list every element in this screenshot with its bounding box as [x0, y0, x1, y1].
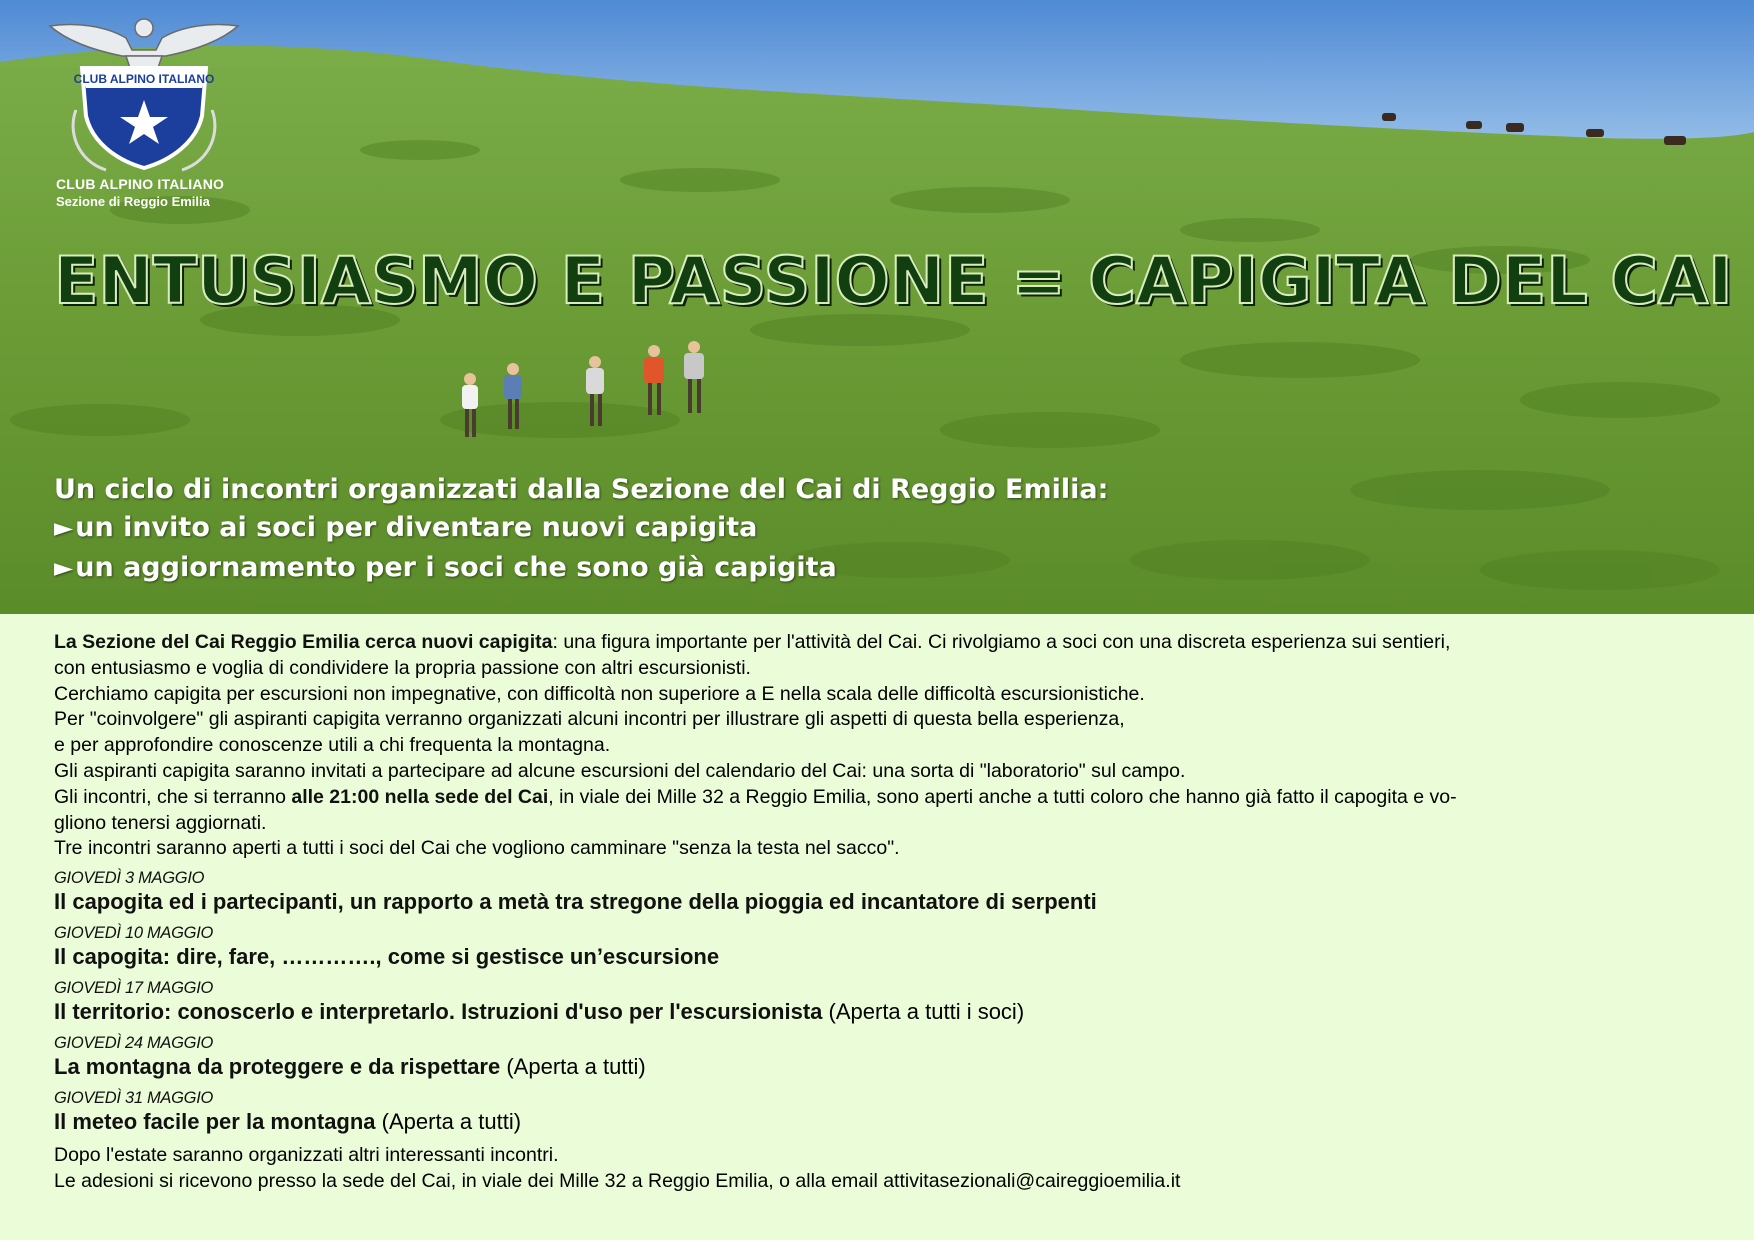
event-date: GIOVEDÌ 3 MAGGIO — [54, 869, 205, 888]
body-paragraph: Cerchiamo capigita per escursioni non impegnative, con difficoltà non superiore a E nella scala delle difficoltà escursionistiche. — [54, 682, 1145, 705]
hero-photo — [0, 0, 1754, 614]
eagle-icon — [50, 19, 238, 74]
emblem-text: CLUB ALPINO ITALIANO — [73, 72, 215, 86]
event-date: GIOVEDÌ 24 MAGGIO — [54, 1034, 214, 1053]
triangle-bullet-icon: ► — [54, 553, 74, 582]
event-list — [54, 868, 1714, 1136]
bullet-item: ►un aggiornamento per i soci che sono già capigita — [54, 552, 837, 583]
body-paragraph: La Sezione del Cai Reggio Emilia cerca nuovi capigita: una figura importante per l'attività del Cai. Ci rivolgiamo a soci con una discreta esperienza sui sentieri, — [54, 631, 1451, 653]
contact-line: Le adesioni si ricevono presso la sede del Cai, in viale dei Mille 32 a Reggio Emilia, o alla email attivitasezionali@caireggioemilia.it — [54, 1169, 1181, 1192]
shield-icon — [74, 68, 215, 168]
body-paragraph: Tre incontri saranno aperti a tutti i soci del Cai che vogliono camminare "senza la testa nel sacco". — [54, 837, 900, 860]
closing-text — [54, 1143, 1714, 1195]
event-title: Il capogita: dire, fare, …………., come si gestisce un’escursione — [54, 944, 720, 970]
event-date: GIOVEDÌ 17 MAGGIO — [54, 979, 214, 998]
triangle-bullet-icon: ► — [54, 513, 74, 542]
bullet-item: ►un invito ai soci per diventare nuovi capigita — [54, 512, 758, 543]
event-title: Il territorio: conoscerlo e interpretarlo. Istruzioni d'uso per l'escursionista (Aperta a tutti i soci) — [54, 999, 1025, 1025]
body-paragraph: Gli incontri, che si terranno alle 21:00 nella sede del Cai, in viale dei Mille 32 a Reggio Emilia, sono aperti anche a tutti coloro che hanno già fatto il capogita e vo- — [54, 785, 1457, 808]
section-name: Sezione di Reggio Emilia — [56, 194, 210, 209]
body-paragraph: gliono tenersi aggiornati. — [54, 811, 267, 834]
event-title: La montagna da proteggere e da rispettare (Aperta a tutti) — [54, 1054, 646, 1080]
body-text — [54, 630, 1714, 1195]
body-paragraph: Per "coinvolgere" gli aspiranti capigita verranno organizzati alcuni incontri per illustrare gli aspetti di questa bella esperienza, — [54, 708, 1125, 731]
intro-line: Un ciclo di incontri organizzati dalla Sezione del Cai di Reggio Emilia: — [54, 474, 1109, 505]
body-paragraph: con entusiasmo e voglia di condividere la propria passione con altri escursionisti. — [54, 656, 751, 679]
event-date: GIOVEDÌ 31 MAGGIO — [54, 1089, 214, 1108]
headline: ENTUSIASMO E PASSIONE = CAPIGITA DEL CAI — [54, 244, 1733, 319]
event-item — [54, 923, 1714, 971]
event-title: Il meteo facile per la montagna (Aperta a tutti) — [54, 1109, 522, 1135]
closing-line: Dopo l'estate saranno organizzati altri interessanti incontri. — [54, 1144, 559, 1167]
event-title: Il capogita ed i partecipanti, un rapporto a metà tra stregone della pioggia ed incantatore di serpenti — [54, 889, 1097, 915]
event-date: GIOVEDÌ 10 MAGGIO — [54, 924, 214, 943]
body-paragraph: e per approfondire conoscenze utili a chi frequenta la montagna. — [54, 734, 611, 757]
club-name: CLUB ALPINO ITALIANO — [56, 176, 225, 192]
event-item — [54, 868, 1714, 916]
event-item — [54, 978, 1714, 1026]
body-paragraph: Gli aspiranti capigita saranno invitati a partecipare ad alcune escursioni del calendario del Cai: una sorta di "laboratorio" sul campo. — [54, 759, 1186, 782]
event-item — [54, 1033, 1714, 1081]
event-item — [54, 1088, 1714, 1136]
